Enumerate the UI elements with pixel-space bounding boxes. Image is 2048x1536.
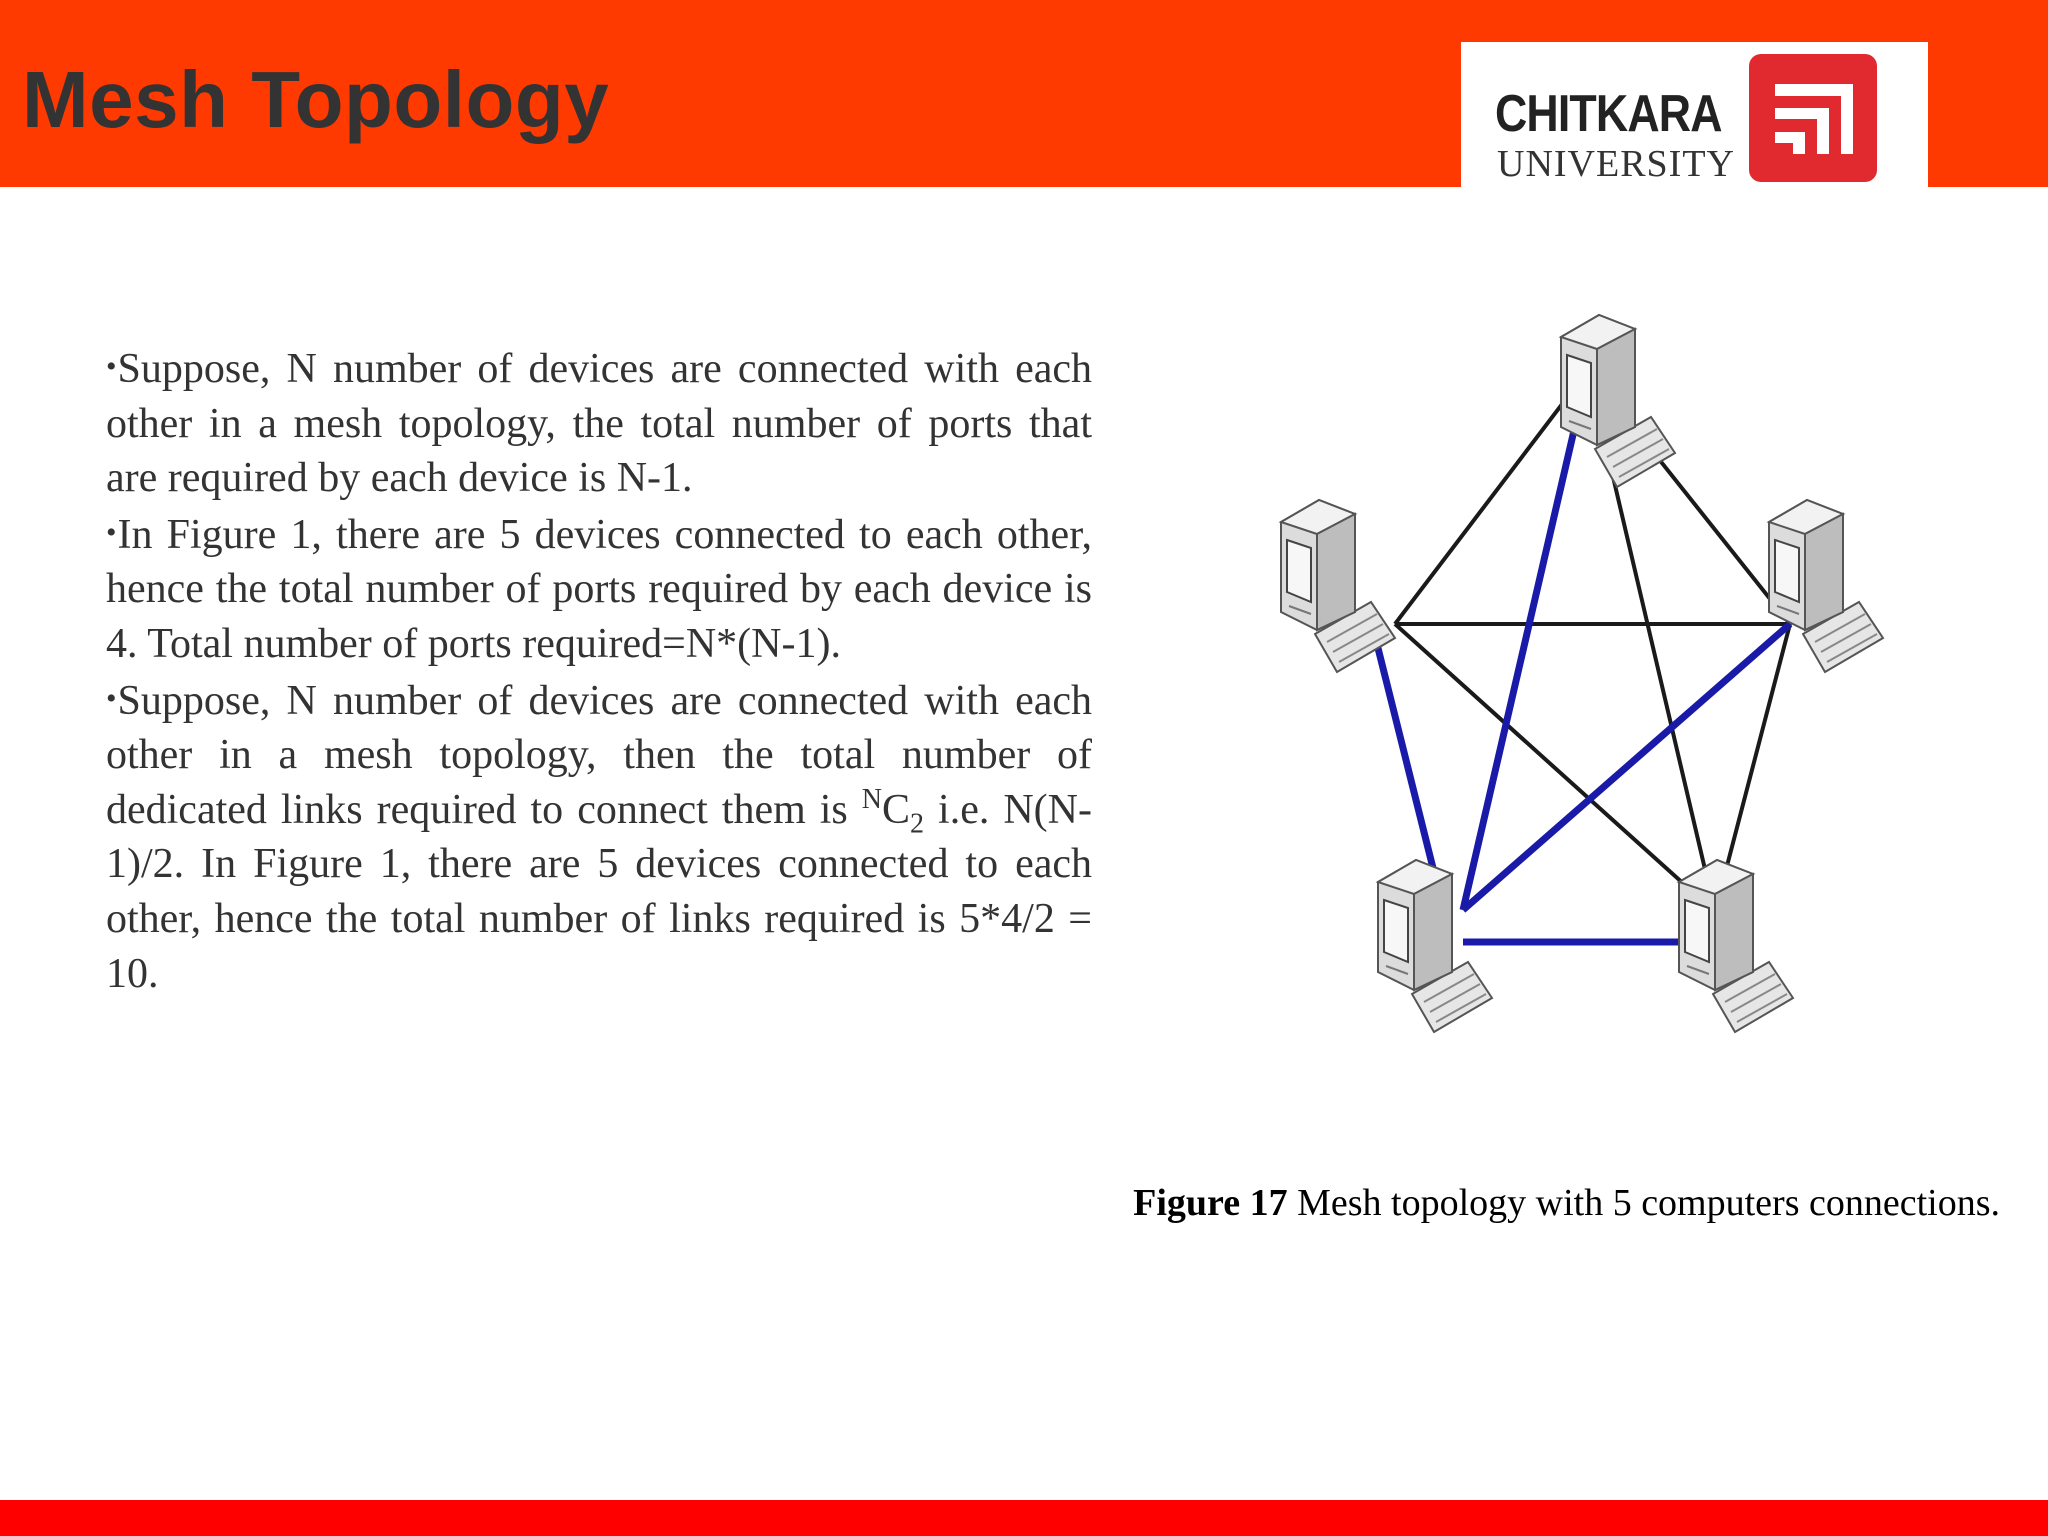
logo-name: CHITKARA: [1495, 85, 1722, 143]
paragraph-total-ports: [106, 506, 1092, 672]
chitkara-logo-mark-icon: [1749, 54, 1877, 182]
paragraph-text: In Figure 1, there are 5 devices connected to each other, hence the total number of ports required by each device is 4. Total number of ports required=N*(N-1).: [106, 511, 1092, 667]
paragraph-text: Suppose, N number of devices are connected with each other in a mesh topology, the total number of ports that are required by each device is N-1.: [106, 346, 1092, 502]
desktop-computer-icon-bottom-left: [1378, 860, 1492, 1032]
bullet-icon: •: [106, 350, 117, 383]
desktop-computer-icon-left: [1281, 500, 1395, 672]
desktop-computer-icon-bottom-right: [1679, 860, 1793, 1032]
devices-layer: [1281, 315, 1883, 1032]
body-text: [106, 340, 1092, 1001]
footer-bar: [0, 1500, 2048, 1536]
link-left-bottom-right: [1395, 624, 1715, 912]
bullet-icon: •: [106, 515, 117, 549]
paragraph-ports-per-device: [106, 340, 1092, 506]
paragraph-text-continued: i.e. N(N-1)/2. In Figure 1, there are 5 devices connected to each other, hence the total number of links required is 5*4/2 = 10.: [106, 786, 1092, 997]
logo-subtitle: UNIVERSITY: [1497, 143, 1735, 185]
paragraph-total-links: [106, 672, 1092, 1002]
paragraph-text: Suppose, N number of devices are connected with each other in a mesh topology, then the total number of dedicated links required to connect them is: [106, 677, 1092, 833]
formula-subscript: 2: [910, 808, 925, 840]
slide-title: Mesh Topology: [22, 55, 610, 144]
bullet-icon: •: [106, 681, 117, 715]
link-right-bottom-left: [1463, 624, 1790, 910]
figure-label: Figure 17: [1133, 1182, 1288, 1224]
links-layer: [1375, 370, 1790, 942]
link-left-bottom-left: [1375, 636, 1437, 884]
desktop-computer-icon-top: [1561, 315, 1675, 487]
formula-superscript: N: [861, 783, 883, 815]
formula-base: C: [882, 786, 911, 833]
university-logo: [1461, 42, 1928, 187]
mesh-topology-diagram: [1225, 272, 2035, 1084]
figure-caption: [1084, 1180, 2000, 1226]
figure-caption-text: Mesh topology with 5 computers connections.: [1287, 1182, 2000, 1224]
